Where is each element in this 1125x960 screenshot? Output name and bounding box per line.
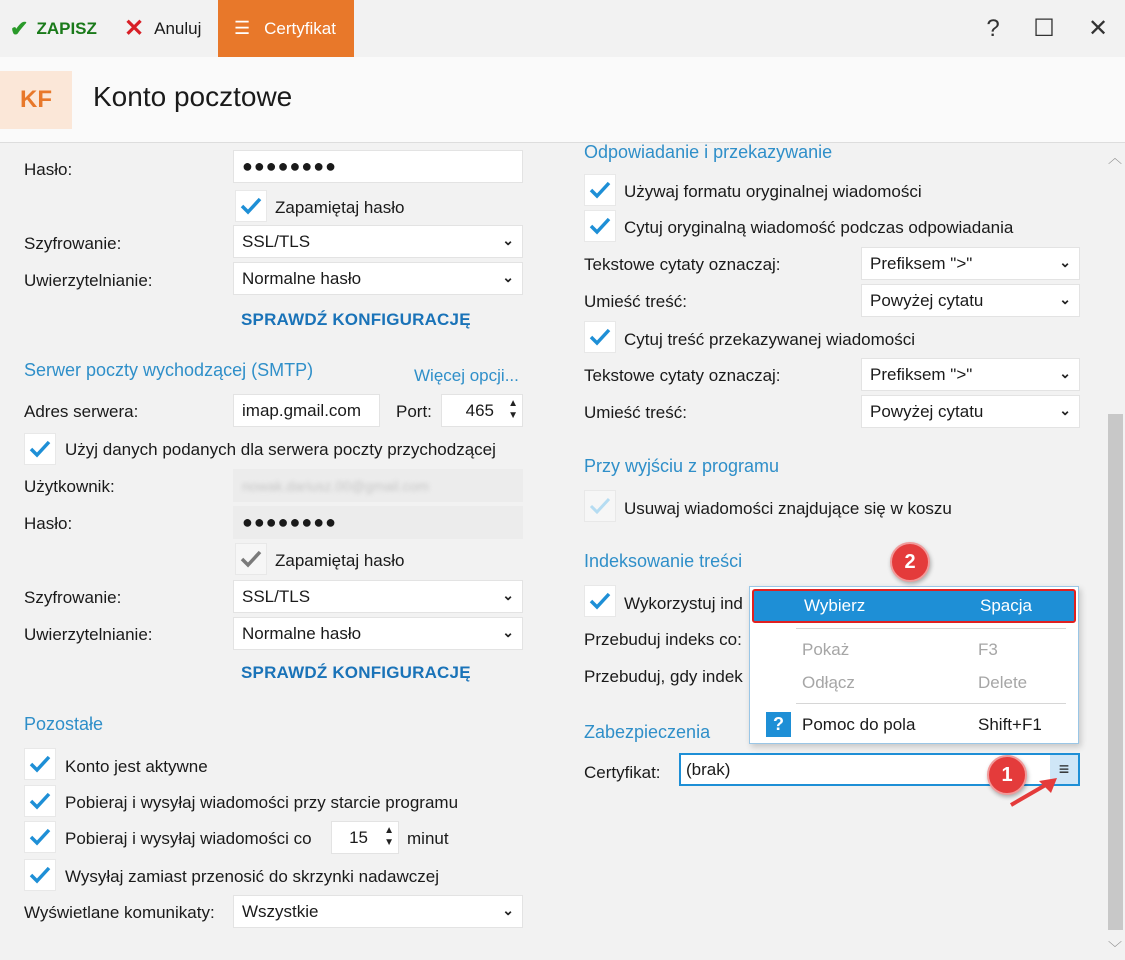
place-content2-select[interactable]: [861, 395, 1080, 428]
send-instead-checkbox[interactable]: [24, 859, 56, 891]
menu-item-shortcut: Spacja: [980, 596, 1032, 615]
callout-arrow-icon: [1005, 775, 1065, 810]
menu-item-shortcut: F3: [978, 640, 998, 659]
fetch-interval-value: 15: [349, 827, 368, 847]
incoming-password-label: Hasło:: [24, 160, 73, 179]
text-quotes-select[interactable]: [861, 247, 1080, 280]
scroll-up-icon[interactable]: ︿: [1108, 150, 1122, 166]
chevron-down-icon: ⌄: [502, 232, 514, 248]
exit-section-title: Przy wyjściu z programu: [584, 456, 780, 476]
hamburger-icon: ≡: [1058, 759, 1070, 779]
account-active-label: Konto jest aktywne: [65, 757, 208, 776]
text-quotes2-value: Prefiksem ">": [870, 364, 973, 384]
smtp-address-label: Adres serwera:: [24, 402, 139, 421]
maximize-icon: ☐: [1033, 15, 1055, 42]
certificate-label: Certyfikat:: [584, 763, 661, 782]
delete-trash-label: Usuwaj wiadomości znajdujące się w koszu: [624, 499, 952, 518]
certificate-label: Certyfikat: [264, 18, 336, 38]
chevron-down-icon: ⌄: [1059, 365, 1071, 381]
incoming-auth-label: Uwierzytelnianie:: [24, 271, 153, 290]
smtp-address-value: imap.gmail.com: [242, 400, 362, 420]
send-instead-label: Wysyłaj zamiast przenosić do skrzynki nadawczej: [65, 867, 439, 886]
rebuild-when-label: Przebuduj, gdy indek: [584, 667, 743, 686]
checkmark-icon: [588, 494, 612, 518]
text-quotes2-label: Tekstowe cytaty oznaczaj:: [584, 366, 781, 385]
smtp-port-stepper[interactable]: [441, 394, 523, 427]
incoming-remember-label: Zapamiętaj hasło: [275, 198, 405, 217]
place-content2-label: Umieść treść:: [584, 403, 687, 422]
more-options-link[interactable]: Więcej opcji...: [414, 366, 519, 385]
quote-original-checkbox[interactable]: [584, 210, 616, 242]
rebuild-label: Przebuduj indeks co:: [584, 630, 742, 649]
messages-select[interactable]: [233, 895, 523, 928]
incoming-auth-select[interactable]: [233, 262, 523, 295]
chevron-down-icon: ⌄: [1059, 402, 1071, 418]
incoming-encryption-select[interactable]: [233, 225, 523, 258]
smtp-address-input[interactable]: [233, 394, 380, 427]
incoming-remember-checkbox[interactable]: [235, 190, 267, 222]
menu-divider: [796, 628, 1066, 629]
toolbar: [0, 0, 1125, 57]
smtp-auth-select[interactable]: [233, 617, 523, 650]
smtp-remember-label: Zapamiętaj hasło: [275, 551, 405, 570]
incoming-encryption-label: Szyfrowanie:: [24, 234, 122, 253]
callout-badge-1: 1: [987, 755, 1027, 795]
help-icon: ?: [986, 14, 1000, 42]
use-incoming-checkbox[interactable]: [24, 433, 56, 465]
spinner-arrows-icon[interactable]: ▲ ▼: [508, 398, 518, 421]
fetch-every-label: Pobieraj i wysyłaj wiadomości co: [65, 829, 312, 848]
messages-value: Wszystkie: [242, 901, 319, 921]
smtp-section-title: Serwer poczty wychodzącej (SMTP): [24, 360, 314, 380]
smtp-password-label: Hasło:: [24, 514, 73, 533]
account-active-checkbox[interactable]: [24, 748, 56, 780]
checkmark-icon: [28, 789, 52, 813]
certificate-value: (brak): [686, 759, 731, 779]
other-section-title: Pozostałe: [24, 714, 104, 734]
incoming-auth-value: Normalne hasło: [242, 268, 362, 288]
messages-label: Wyświetlane komunikaty:: [24, 903, 215, 922]
reply-section-title: Odpowiadanie i przekazywanie: [584, 144, 833, 162]
menu-item-label: Pokaż: [802, 640, 850, 659]
callout-badge-2: 2: [890, 542, 930, 582]
quote-forward-label: Cytuj treść przekazywanej wiadomości: [624, 330, 915, 349]
fetch-on-start-checkbox[interactable]: [24, 785, 56, 817]
smtp-user-label: Użytkownik:: [24, 477, 115, 496]
smtp-user-input[interactable]: [233, 469, 523, 502]
incoming-check-config-button[interactable]: SPRAWDŹ KONFIGURACJĘ: [241, 310, 471, 329]
checkmark-icon: [239, 194, 263, 218]
checkmark-icon: [28, 437, 52, 461]
minutes-label: minut: [407, 829, 449, 848]
checkmark-icon: [588, 214, 612, 238]
module-badge: KF: [0, 71, 72, 129]
header: [0, 57, 1125, 143]
chevron-down-icon: ⌄: [502, 269, 514, 285]
chevron-down-icon: ⌄: [502, 624, 514, 640]
menu-item-detach[interactable]: [752, 666, 1076, 700]
chevron-down-icon: ⌄: [502, 902, 514, 918]
text-quotes-label: Tekstowe cytaty oznaczaj:: [584, 255, 781, 274]
chevron-down-icon: ⌄: [502, 587, 514, 603]
checkmark-icon: [28, 825, 52, 849]
menu-divider: [796, 703, 1066, 704]
smtp-auth-value: Normalne hasło: [242, 623, 362, 643]
incoming-password-field[interactable]: [233, 150, 523, 183]
help-icon: ?: [766, 712, 791, 737]
maximize-button[interactable]: [1024, 0, 1064, 57]
save-label: ZAPISZ: [36, 18, 97, 38]
checkmark-icon: [28, 752, 52, 776]
cancel-button[interactable]: [124, 0, 201, 57]
menu-item-shortcut: Shift+F1: [978, 715, 1042, 734]
smtp-user-value: nowak.dariusz.00@gmail.com: [242, 477, 429, 494]
place-content-label: Umieść treść:: [584, 292, 687, 311]
checkmark-icon: [28, 863, 52, 887]
spinner-arrows-icon[interactable]: ▲ ▼: [384, 825, 394, 848]
smtp-password-field[interactable]: [233, 506, 523, 539]
cancel-label: Anuluj: [154, 18, 202, 38]
incoming-password-value: ●●●●●●●●: [242, 156, 337, 176]
menu-item-select[interactable]: [752, 589, 1076, 623]
checkmark-icon: [588, 589, 612, 613]
fetch-interval-stepper[interactable]: [331, 821, 399, 854]
index-section-title: Indeksowanie treści: [584, 551, 743, 571]
certificate-menu-button[interactable]: [218, 0, 354, 57]
smtp-auth-label: Uwierzytelnianie:: [24, 625, 153, 644]
use-index-checkbox[interactable]: [584, 585, 616, 617]
checkmark-icon: [588, 325, 612, 349]
smtp-remember-checkbox[interactable]: [235, 543, 267, 575]
scroll-down-icon[interactable]: ﹀: [1108, 940, 1122, 956]
smtp-encryption-value: SSL/TLS: [242, 586, 311, 606]
checkmark-icon: ✔: [10, 15, 29, 41]
checkmark-icon: [239, 547, 263, 571]
incoming-encryption-value: SSL/TLS: [242, 231, 311, 251]
smtp-port-label: Port:: [396, 402, 432, 421]
place-content-value: Powyżej cytatu: [870, 290, 984, 310]
context-menu: [749, 586, 1079, 744]
text-quotes2-select[interactable]: [861, 358, 1080, 391]
smtp-encryption-select[interactable]: [233, 580, 523, 613]
fetch-on-start-label: Pobieraj i wysyłaj wiadomości przy starcie programu: [65, 793, 459, 812]
chevron-down-icon: ⌄: [1059, 254, 1071, 270]
menu-item-field-help[interactable]: [752, 708, 1076, 742]
chevron-down-icon: ⌄: [1059, 291, 1071, 307]
fetch-every-checkbox[interactable]: [24, 821, 56, 853]
text-quotes-value: Prefiksem ">": [870, 253, 973, 273]
use-index-label: Wykorzystuj ind: [624, 594, 743, 613]
delete-trash-checkbox[interactable]: [584, 490, 616, 522]
smtp-encryption-label: Szyfrowanie:: [24, 588, 122, 607]
page-title: Konto pocztowe: [93, 81, 293, 112]
close-icon: ✕: [1087, 15, 1109, 42]
menu-item-label: Pomoc do pola: [802, 715, 916, 734]
help-button[interactable]: [973, 0, 1013, 57]
menu-item-show[interactable]: [752, 633, 1076, 667]
use-incoming-label: Użyj danych podanych dla serwera poczty przychodzącej: [65, 440, 496, 459]
place-content2-value: Powyżej cytatu: [870, 401, 984, 421]
original-format-label: Używaj formatu oryginalnej wiadomości: [624, 182, 922, 201]
close-button[interactable]: [1078, 0, 1118, 57]
quote-original-label: Cytuj oryginalną wiadomość podczas odpowiadania: [624, 218, 1014, 237]
close-x-icon: ✕: [124, 15, 145, 42]
smtp-password-value: ●●●●●●●●: [242, 512, 337, 532]
menu-item-shortcut: Delete: [978, 673, 1028, 692]
scrollbar-thumb[interactable]: [1108, 414, 1123, 930]
content-area: [0, 144, 1105, 960]
smtp-check-config-button[interactable]: SPRAWDŹ KONFIGURACJĘ: [241, 663, 471, 682]
menu-item-label: Wybierz: [804, 596, 866, 615]
place-content-select[interactable]: [861, 284, 1080, 317]
original-format-checkbox[interactable]: [584, 174, 616, 206]
security-section-title: Zabezpieczenia: [584, 722, 711, 742]
menu-item-label: Odłącz: [802, 673, 855, 692]
quote-forward-checkbox[interactable]: [584, 321, 616, 353]
smtp-port-value: 465: [465, 400, 494, 420]
hamburger-icon: ☰: [234, 18, 251, 38]
vertical-scrollbar[interactable]: [1105, 144, 1125, 960]
checkmark-icon: [588, 178, 612, 202]
save-button[interactable]: [10, 0, 97, 57]
